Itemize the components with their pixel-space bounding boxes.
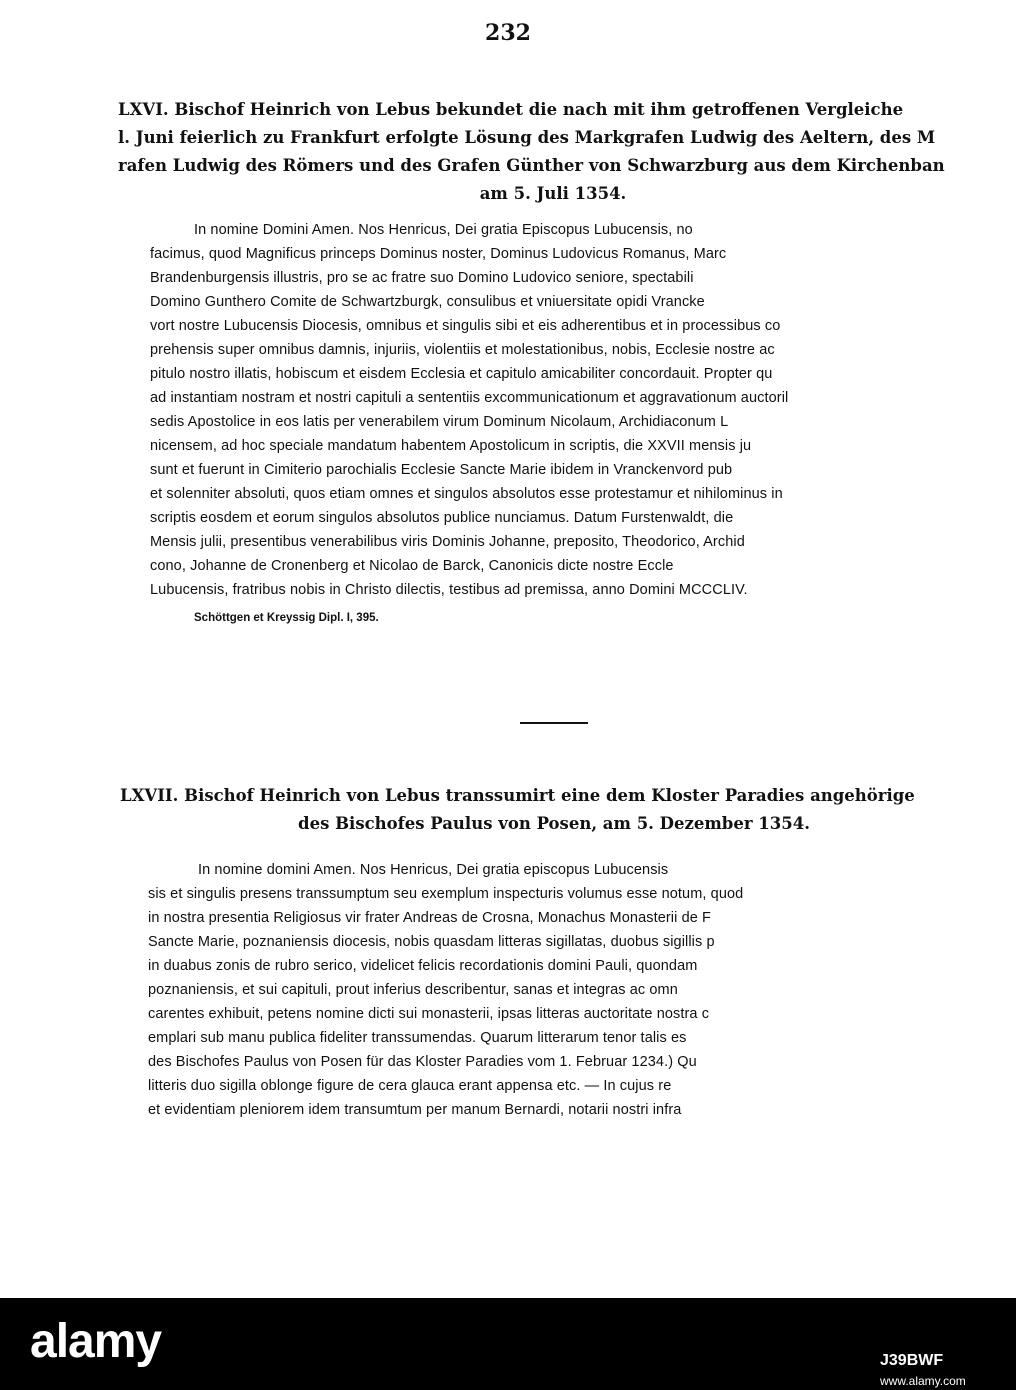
- section-divider: [520, 722, 588, 724]
- lxvii-heading-line-1: LXVII. Bischof Heinrich von Lebus transsumirt eine dem Kloster Paradies angehörige: [120, 786, 915, 805]
- lxvi-body-line: scriptis eosdem et eorum singulos absolutos publice nunciamus. Datum Furstenwaldt, die: [150, 510, 734, 526]
- lxvi-body-line: nicensem, ad hoc speciale mandatum habentem Apostolicum in scriptis, die XXVII mensis ju: [150, 438, 752, 454]
- lxvi-body-line: Domino Gunthero Comite de Schwartzburgk, consulibus et vniuersitate opidi Vrancke: [150, 294, 705, 310]
- lxvi-body-line: vort nostre Lubucensis Diocesis, omnibus et singulis sibi et eis adherentibus et in processibus co: [150, 318, 781, 334]
- lxvii-body-line: carentes exhibuit, petens nomine dicti sui monasterii, ipsas litteras auctoritate nostra c: [148, 1006, 710, 1022]
- watermark-url: www.alamy.com: [880, 1374, 966, 1388]
- lxvii-heading-line-2: des Bischofes Paulus von Posen, am 5. Dezember 1354.: [298, 814, 810, 833]
- lxvi-heading-line-2: l. Juni feierlich zu Frankfurt erfolgte Lösung des Markgrafen Ludwig des Aeltern, des M: [118, 128, 936, 147]
- lxvi-body-line: In nomine Domini Amen. Nos Henricus, Dei gratia Episcopus Lubucensis, no: [194, 222, 693, 238]
- lxvii-body-line: Sancte Marie, poznaniensis diocesis, nobis quasdam litteras sigillatas, duobus sigillis p: [148, 934, 715, 950]
- lxvi-body-line: ad instantiam nostram et nostri capituli a sententiis excommunicationum et aggravationum auctoril: [150, 390, 789, 406]
- lxvii-body-line: des Bischofes Paulus von Posen für das Kloster Paradies vom 1. Februar 1234.) Qu: [148, 1054, 697, 1070]
- lxvi-heading-line-3: rafen Ludwig des Römers und des Grafen Günther von Schwarzburg aus dem Kirchenban: [118, 156, 945, 175]
- lxvi-body-line: prehensis super omnibus damnis, injuriis, violentiis et molestationibus, nobis, Ecclesie nostre ac: [150, 342, 775, 358]
- lxvii-body-line: et evidentiam pleniorem idem transumtum per manum Bernardi, notarii nostri infra: [148, 1102, 682, 1118]
- lxvi-source-citation: Schöttgen et Kreyssig Dipl. I, 395.: [194, 612, 379, 624]
- lxvi-heading-line-4: am 5. Juli 1354.: [479, 184, 627, 203]
- lxvi-body-line: et solenniter absoluti, quos etiam omnes et singulos absolutos esse protestamur et nihilominus in: [150, 486, 783, 502]
- lxvi-body-line: cono, Johanne de Cronenberg et Nicolao de Barck, Canonicis dicte nostre Eccle: [150, 558, 674, 574]
- lxvii-body-line: in nostra presentia Religiosus vir frater Andreas de Crosna, Monachus Monasterii de F: [148, 910, 711, 926]
- watermark-logo: alamy: [30, 1315, 162, 1368]
- lxvii-body-line: emplari sub manu publica fideliter transsumendas. Quarum litterarum tenor talis es: [148, 1030, 687, 1046]
- lxvii-body-line: In nomine domini Amen. Nos Henricus, Dei gratia episcopus Lubucensis: [198, 862, 669, 878]
- lxvi-body-line: Brandenburgensis illustris, pro se ac fratre suo Domino Ludovico seniore, spectabili: [150, 270, 694, 286]
- lxvi-body-line: sedis Apostolice in eos latis per venerabilem virum Dominum Nicolaum, Archidiaconum L: [150, 414, 729, 430]
- lxvi-body-line: facimus, quod Magnificus princeps Dominus noster, Dominus Ludovicus Romanus, Marc: [150, 246, 727, 262]
- lxvi-body-line: pitulo nostro illatis, hobiscum et eisdem Ecclesia et capitulo amicabiliter concordauit. Propter qu: [150, 366, 773, 382]
- lxvi-body-line: Lubucensis, fratribus nobis in Christo dilectis, testibus ad premissa, anno Domini MCCCLIV.: [150, 582, 748, 598]
- lxvi-heading-line-1: LXVI. Bischof Heinrich von Lebus bekundet die nach mit ihm getroffenen Vergleiche: [118, 100, 904, 119]
- lxvii-body-line: litteris duo sigilla oblonge figure de cera glauca erant appensa etc. — In cujus re: [148, 1078, 672, 1094]
- lxvii-body-line: poznaniensis, et sui capituli, prout inferius describentur, sanas et integras ac omn: [148, 982, 678, 998]
- lxvi-body-line: sunt et fuerunt in Cimiterio parochialis Ecclesie Sancte Marie ibidem in Vranckenvord pub: [150, 462, 733, 478]
- watermark-image-id: J39BWF: [880, 1352, 944, 1369]
- page-number: 232: [485, 20, 531, 46]
- lxvii-body-line: in duabus zonis de rubro serico, videlicet felicis recordationis domini Pauli, quondam: [148, 958, 698, 974]
- lxvii-body-line: sis et singulis presens transsumptum seu exemplum inspecturis volumus esse notum, quod: [148, 886, 744, 902]
- lxvi-body-line: Mensis julii, presentibus venerabilibus viris Dominis Johanne, preposito, Theodorico, Archid: [150, 534, 745, 550]
